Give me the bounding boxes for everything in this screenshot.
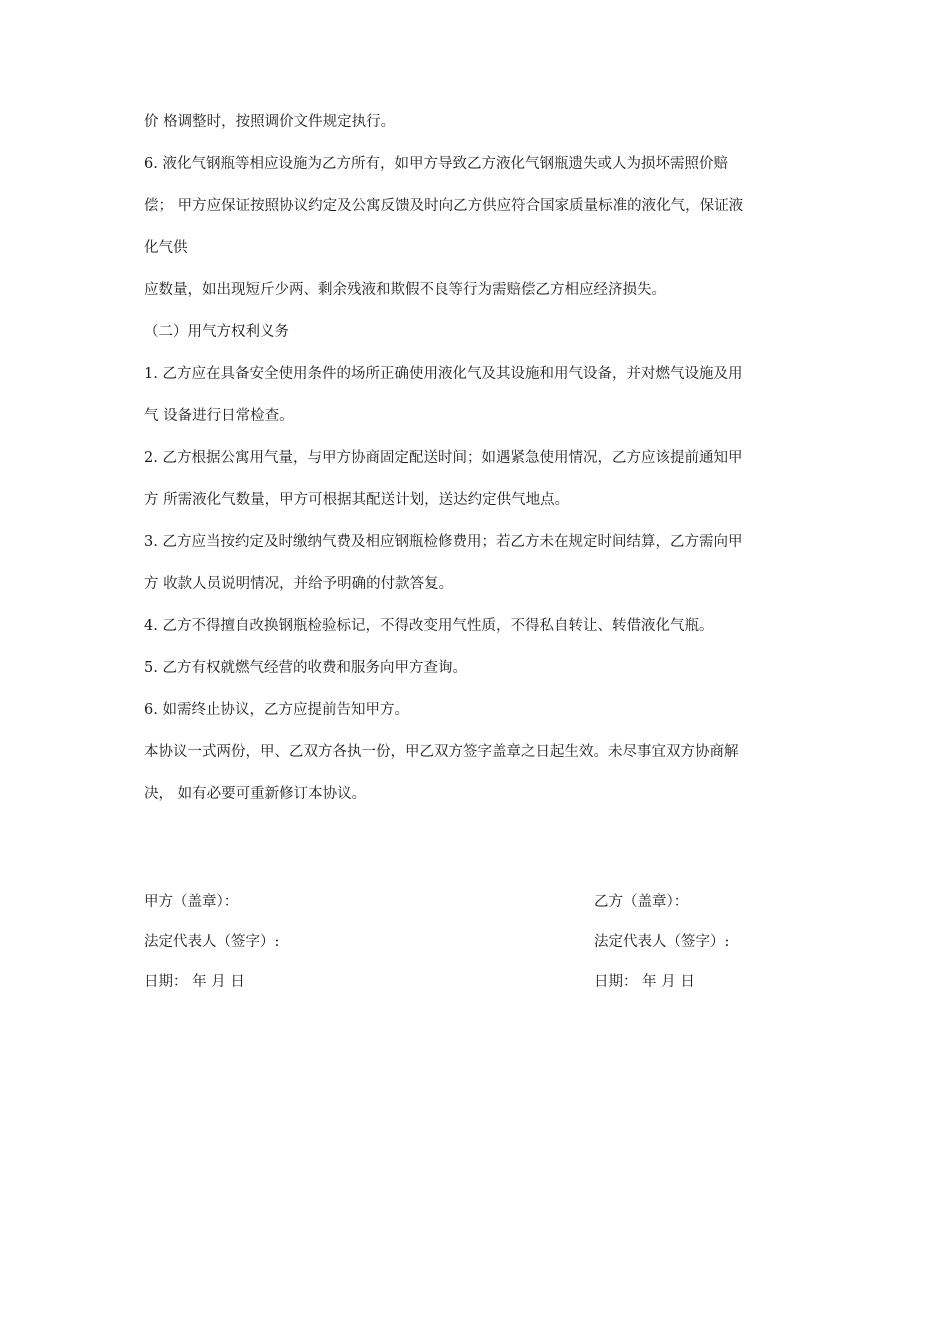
body-line-5: 应数量，如出现短斤少两、剩余残液和欺假不良等行为需赔偿乙方相应经济损失。 [144,282,666,298]
body-line-9: 2. 乙方根据公寓用气量，与甲方协商固定配送时间；如遇紧急使用情况，乙方应该提前通知甲 [144,450,743,466]
body-line-4: 化气供 [144,240,188,256]
section-heading: （二）用气方权利义务 [144,324,289,340]
body-line-13: 4. 乙方不得擅自改换钢瓶检验标记，不得改变用气性质，不得私自转让、转借液化气瓶。 [144,618,714,634]
body-line-16: 本协议一式两份，甲、乙双方各执一份，甲乙双方签字盖章之日起生效。未尽事宜双方协商解 [144,744,739,760]
party-b-seal-label: 乙方（盖章）： [594,894,689,910]
body-line-10: 方 所需液化气数量，甲方可根据其配送计划，送达约定供气地点。 [144,492,570,508]
body-line-12: 方 收款人员说明情况，并给予明确的付款答复。 [144,576,454,592]
party-a-seal-label: 甲方（盖章）： [144,894,239,910]
body-line-14: 5. 乙方有权就燃气经营的收费和服务向甲方查询。 [144,660,467,676]
body-line-15: 6. 如需终止协议，乙方应提前告知甲方。 [144,702,409,718]
party-a-date-label: 日期： 年 月 日 [144,974,245,990]
body-line-7: 1. 乙方应在具备安全使用条件的场所正确使用液化气及其设施和用气设备，并对燃气设施及用 [144,366,743,382]
body-line-3: 偿； 甲方应保证按照协议约定及公寓反馈及时向乙方供应符合国家质量标准的液化气，保证液 [144,198,744,214]
body-line-17: 决， 如有必要可重新修订本协议。 [144,786,367,802]
body-line-1: 价 格调整时，按照调价文件规定执行。 [144,114,396,130]
body-line-8: 气 设备进行日常检查。 [144,408,294,424]
party-a-rep-label: 法定代表人（签字）: [144,934,280,950]
party-b-date-label: 日期： 年 月 日 [594,974,695,990]
party-b-rep-label: 法定代表人（签字）: [594,934,730,950]
body-line-2: 6. 液化气钢瓶等相应设施为乙方所有，如甲方导致乙方液化气钢瓶遗失或人为损坏需照价赔 [144,156,728,172]
body-line-11: 3. 乙方应当按约定及时缴纳气费及相应钢瓶检修费用；若乙方未在规定时间结算，乙方需向甲 [144,534,743,550]
